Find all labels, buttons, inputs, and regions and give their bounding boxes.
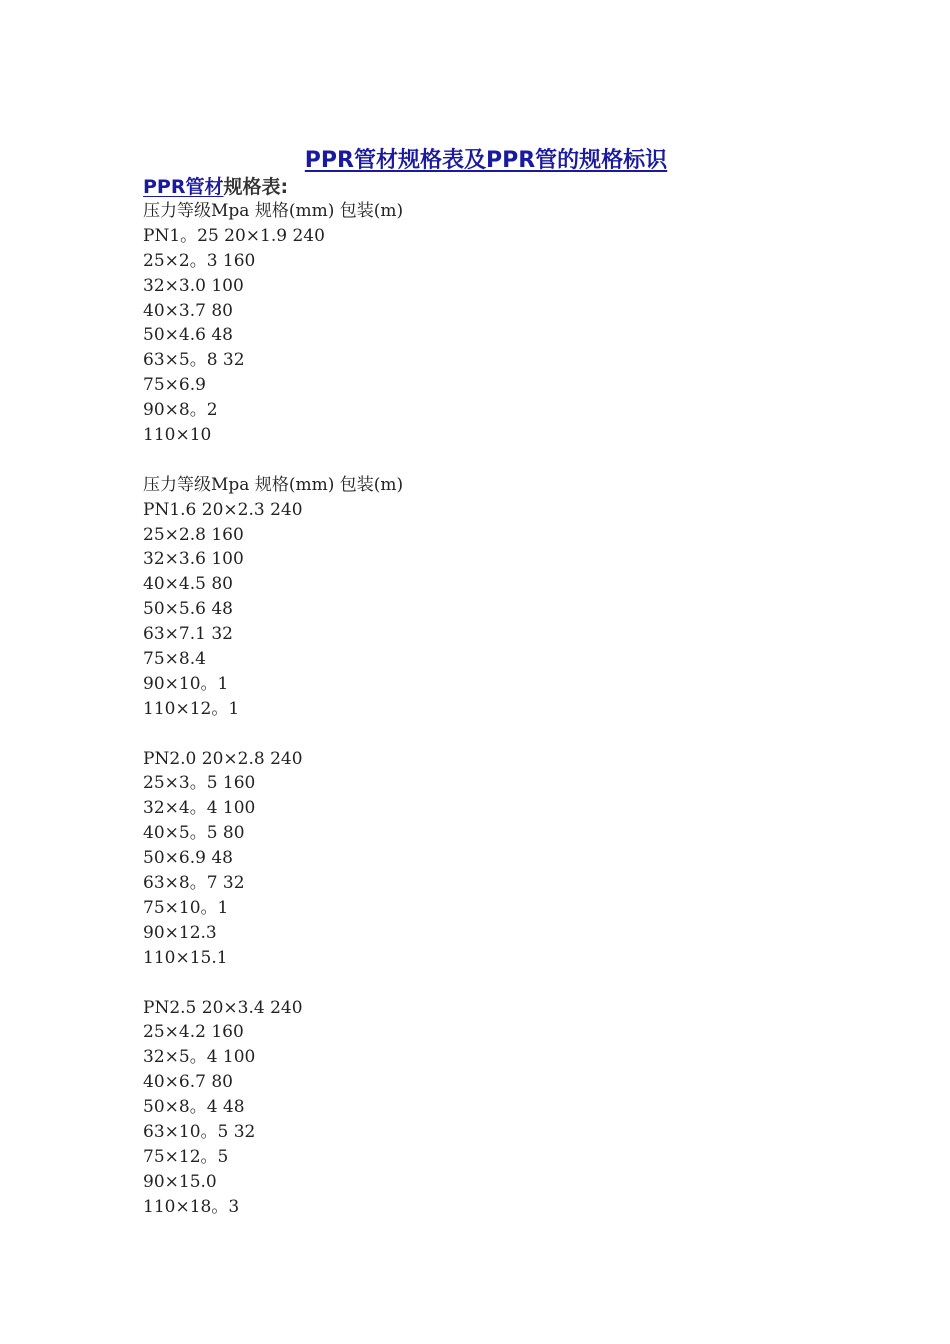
spec-line: 50×6.9 48	[143, 848, 233, 869]
spec-line: 90×15.0	[143, 1171, 217, 1192]
spec-line: 110×12。1	[143, 698, 240, 719]
spec-line: 75×12。5	[143, 1146, 229, 1167]
spec-line: 32×5。4 100	[143, 1047, 256, 1068]
spec-line: 110×10	[143, 425, 212, 446]
spec-line: 40×4.5 80	[143, 574, 233, 595]
spec-line: 25×3。5 160	[143, 773, 256, 794]
blank-line	[143, 722, 403, 747]
spec-line: 50×4.6 48	[143, 325, 233, 346]
spec-line: 50×5.6 48	[143, 599, 233, 620]
spec-line: 50×8。4 48	[143, 1097, 245, 1118]
spec-line: 75×8.4	[143, 649, 206, 670]
spec-section-pn16	[143, 473, 403, 722]
spec-section-pn20	[143, 747, 403, 971]
spec-section-pn125	[143, 199, 403, 448]
spec-line: 90×8。2	[143, 400, 218, 421]
spec-section-pn25	[143, 996, 403, 1220]
spec-table-heading-text: 规格表:	[223, 176, 289, 198]
page-title[interactable]: PPR管材规格表及PPR管的规格标识	[304, 148, 668, 173]
blank-line	[143, 971, 403, 996]
spec-line: 25×2.8 160	[143, 524, 244, 545]
spec-line: 63×5。8 32	[143, 350, 245, 371]
spec-line: 40×3.7 80	[143, 300, 233, 321]
spec-line: PN1。25 20×1.9 240	[143, 225, 325, 246]
spec-line: PN2.5 20×3.4 240	[143, 997, 303, 1018]
spec-line: 32×4。4 100	[143, 798, 256, 819]
spec-line: 110×15.1	[143, 947, 228, 968]
spec-table-heading	[143, 174, 288, 200]
blank-line	[143, 448, 403, 473]
section-header-line: 压力等级Mpa 规格(mm) 包装(m)	[143, 474, 404, 495]
section-header-line: 压力等级Mpa 规格(mm) 包装(m)	[143, 201, 404, 221]
spec-content	[143, 199, 403, 1220]
spec-line: 40×6.7 80	[143, 1072, 233, 1093]
spec-line: 25×4.2 160	[143, 1022, 244, 1043]
spec-line: 75×6.9	[143, 375, 206, 396]
spec-line: 110×18。3	[143, 1196, 240, 1217]
spec-line: PN1.6 20×2.3 240	[143, 499, 303, 520]
spec-line: 75×10。1	[143, 897, 229, 918]
spec-line: 63×7.1 32	[143, 624, 233, 645]
spec-line: 32×3.0 100	[143, 275, 244, 296]
spec-line: 25×2。3 160	[143, 250, 256, 271]
spec-line: 90×12.3	[143, 922, 217, 943]
spec-line: 90×10。1	[143, 673, 229, 694]
spec-line: 63×8。7 32	[143, 873, 245, 894]
spec-line: PN2.0 20×2.8 240	[143, 748, 303, 769]
ppr-pipe-link[interactable]: PPR管材	[143, 176, 224, 198]
spec-line: 40×5。5 80	[143, 823, 245, 844]
spec-line: 63×10。5 32	[143, 1121, 256, 1142]
spec-line: 32×3.6 100	[143, 549, 244, 570]
